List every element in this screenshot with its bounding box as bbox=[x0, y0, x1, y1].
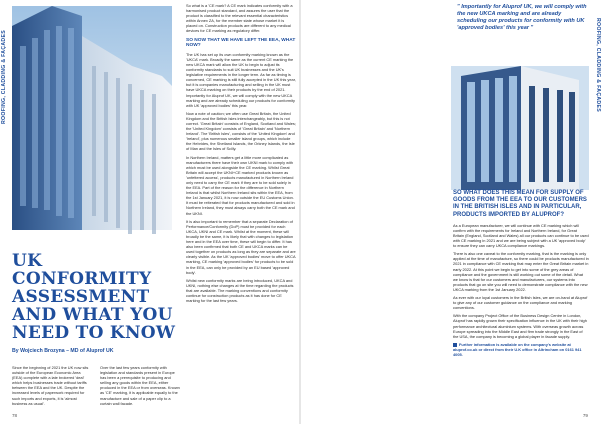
left-column-2 bbox=[100, 365, 180, 409]
paragraph: Since the beginning of 2021 the UK now sits outside of the European Economic Area (EEA) complete with a late brokered 'deal' which helps businesses trade without tariffs between the EEA and the UK. Despite the increased levels of paperwork required for such imports and exports, it is 'almost business as usual'. bbox=[12, 365, 89, 406]
paragraph: With the company Project Office of the Business Design Centre in London, Aluprof has rapidly grown their specification influence in the UK with their high performance architectural aluminium systems. With overseas growth across Europe spreading into the Middle East and firm trade strongly in the East of the USA, the company is becoming a global player in facade supply. bbox=[453, 313, 587, 339]
paragraph: So what is a 'CE mark? A CE mark indicates conformity with a harmonised product standard, and assures the user that the product is classified to the relevant essential characteristics within Annex ZA, for the member state whose market it is placed on. Construction products are different to any medical devices for CE marking as regulatory differ. bbox=[186, 3, 293, 34]
section-tab-label: ROOFING, CLADDING & FAÇADES bbox=[595, 18, 601, 112]
paragraph: Now a note of caution; we often use Great Britain, the United Kingdom and the British Isles interchangeably, but this is not correct. 'Great Britain' consists of England, Scotland and Wales; the 'United Kingdom' consists of 'Great Britain' and 'Northern Ireland'. The 'British Isles', consists of the 'United Kingdom' and 'Ireland', plus numerous smaller island groups, which include the Hebrides, the Shetland Islands, the Orkney Islands, the Isle of Man and the Isles of Scilly. bbox=[186, 110, 296, 152]
paragraph: As ever with our loyal customers in the British Isles, we are on-hand at Aluprof to give any of our customer guidance on the compliance and marking conventions. bbox=[453, 295, 588, 311]
facade-illustration bbox=[451, 66, 589, 190]
subheading: SO WHAT DOES THIS MEAN FOR SUPPLY OF GOODS FROM THE EEA TO OUR CUSTOMERS IN THE BRITISH ISLES AND IN PARTICULAR, PRODUCTS IMPORTED BY ALUPROF? bbox=[453, 190, 587, 218]
tower-illustration bbox=[12, 6, 172, 230]
paragraph: Over the last few years conformity with legislation and standards present in Europe has been a prerequisite to producing and selling any goods within the EEA, either produced in the EEA or from overseas. Known as 'CE' marking, it is applicable equally to the manufacture and sale of a paper clip to a curtain wall facade. bbox=[100, 365, 180, 406]
paragraph: It is also important to remember that a separate Declaration of Performance/Conformity (DoP) must be provided for each UKCA, UKNI and CE mark. Whilst at the moment, these will broadly be the same, it is likely that with changes to legislation here and in the EEA over time, these will begin to differ. It has also been confirmed that both CE and UKCA marks can be used together on products as long as they are separate and are clearly visible. As the UK 'approved bodies' move to offer UKCA marking, CE marking 'approved bodies' for products to be sold in the EEA, can only be provided by an EU based 'approved body'. bbox=[186, 218, 296, 275]
paragraph: The UK has set up its own conformity marking known as the 'UKCA' mark. Broadly the same as the current CE marking the new UKCA mark will allow the UK to begin to adjust its conformity standards to suit UK businesses and the UK's legislative requirements in the longer term. As far as timing is concerned, CE marking is still fully accepted in the UK this year, but it is companies manufacturing and selling in the UK must have UKCA marking on their products by the end of 2021. Importantly for Aluprof UK, we will comply with the new UKCA marking and are already scheduling our products for conformity with UK 'approved bodies' this year. bbox=[186, 51, 296, 108]
page-number: 79 bbox=[582, 413, 588, 418]
left-column-1 bbox=[12, 365, 92, 409]
right-page bbox=[301, 0, 600, 424]
article-headline: UK CONFORMITY ASSESSMENT AND WHAT YOU NEED TO KNOW bbox=[12, 251, 176, 343]
paragraph: There is also one caveat to the conformity marking, that is the marking is only applied at the time of manufacture, so there could be products manufactured in 2021 in compliance with CE marking that may enter the Great Britain market in early 2022. At this point we begin to get into some of the grey areas of compliance and the government is still working out some of the detail. What we know is that for our customers and manufacturers, our systems into products that go on site you will need to demonstrate compliance with the new UKCA marking from the 1st January 2022. bbox=[453, 251, 589, 292]
facade-photo bbox=[451, 66, 589, 190]
page-number: 78 bbox=[12, 413, 18, 418]
byline: By Wojciech Brozyna – MD of Aluprof UK bbox=[12, 348, 114, 354]
subheading: SO NOW THAT WE HAVE LEFT THE EEA, WHAT NOW? bbox=[186, 37, 296, 49]
section-tab-left bbox=[0, 0, 9, 424]
left-page-right-column bbox=[186, 3, 296, 306]
footer-text: Further information is available on the company's website at aluprof.co.uk or direct from their U.K office in Altrincham on 0161 941 4005. bbox=[453, 341, 582, 357]
section-tab-label: ROOFING, CLADDING & FAÇADES bbox=[1, 30, 7, 124]
paragraph: As a European manufacturer, we will continue with CE marking which will confirm with the requirements for Ireland and Northern Ireland, for Great Britain (England, Scotland and Wales) all our products can continue to be used with CE marking in 2021 and we are being subject with a UK 'approved body' to ensure they can carry UKCA compliance markings. bbox=[453, 222, 589, 249]
paragraph: In Northern Ireland, matters get a little more complicated as manufacturers there have their own UKNI mark to comply with which must be used alongside the CE marking. Whilst Great Britain will accept the UKNI+CE marked products known as 'unfettered access', products manufactured in Northern Ireland only need to carry the CE mark if they are to be sold solely in the EEA. Part of the reason for the difference in Northern Ireland is that whilst Northern Ireland sits within the EEA, from the 1st January 2021, it is now outside the EU Customs Union. It must be reiterated that for products manufactured and sold in Northern Ireland, they must always carry both the CE mark and the UKNI. bbox=[186, 154, 295, 216]
paragraph: Whilst new conformity marks are being introduced, UKCA and UKNI, nothing else changes at the time regarding the products that are available. The marking conventions and conformity continue for construction products as it has done for CE marking for the last few years. bbox=[186, 277, 294, 304]
left-page bbox=[0, 0, 299, 424]
pull-quote: " Importantly for Aluprof UK, we will comply with the new UKCA marking and are already scheduling our products for conformity with UK 'approved bodies' this year " bbox=[457, 4, 587, 31]
right-column bbox=[453, 190, 589, 357]
building-photo bbox=[12, 6, 172, 230]
section-tab-right bbox=[591, 0, 600, 424]
contact-footer bbox=[453, 342, 589, 357]
